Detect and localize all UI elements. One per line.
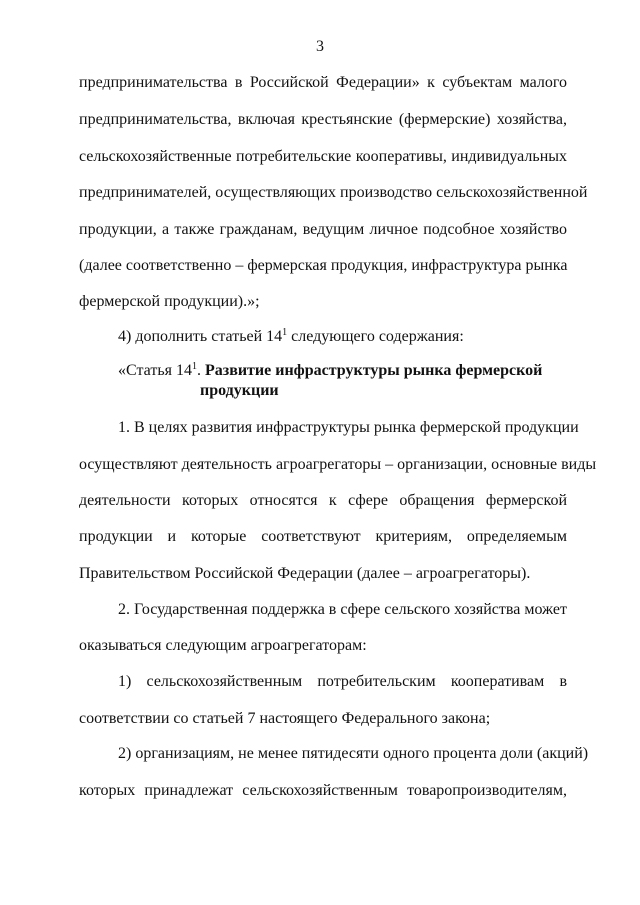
article-title-continued: продукции (200, 382, 279, 399)
text-line: предпринимательства в Российской Федерации» к субъектам малого (79, 74, 567, 91)
article-heading: «Статья $14^1$. Развитие инфраструктуры рынка фермерской продукции (118, 361, 543, 399)
text-line: сельскохозяйственные потребительские кооперативы, индивидуальных (79, 148, 567, 165)
text-line: соответствии со статьей 7 настоящего Федерального закона; (79, 710, 491, 727)
text-line: фермерской продукции).»; (79, 293, 260, 310)
text-line: продукции, а также гражданам, ведущим личное подсобное хозяйство (79, 221, 567, 238)
text-line: 1) сельскохозяйственным потребительским кооперативам в (118, 673, 567, 690)
page-number: 3 (316, 38, 324, 55)
amendment-item-4: 4) дополнить статьей $14^1$ следующего содержания: (118, 327, 464, 345)
text-line: предпринимателей, осуществляющих производство сельскохозяйственной (79, 184, 588, 201)
text-line: 1. В целях развития инфраструктуры рынка фермерской продукции (118, 419, 579, 436)
text-line: деятельности которых относятся к сфере обращения фермерской (79, 492, 567, 509)
text-line: оказываться следующим агроагрегаторам: (79, 637, 367, 654)
text-line: осуществляют деятельность агроагрегаторы – организации, основные виды (79, 456, 597, 473)
text-line: предпринимательства, включая крестьянские (фермерские) хозяйства, (79, 111, 567, 128)
text-line: 2. Государственная поддержка в сфере сельского хозяйства может (118, 601, 567, 618)
text-line: которых принадлежат сельскохозяйственным товаропроизводителям, (79, 782, 567, 799)
text-line: (далее соответственно – фермерская продукция, инфраструктура рынка (79, 257, 568, 274)
article-title: Развитие инфраструктуры рынка фермерской (204, 362, 543, 379)
text-line: Правительством Российской Федерации (далее – агроагрегаторы). (79, 565, 531, 582)
text-line: продукции и которые соответствуют критериям, определяемым (79, 528, 567, 545)
text-line: 2) организациям, не менее пятидесяти одного процента доли (акций) (118, 745, 589, 762)
